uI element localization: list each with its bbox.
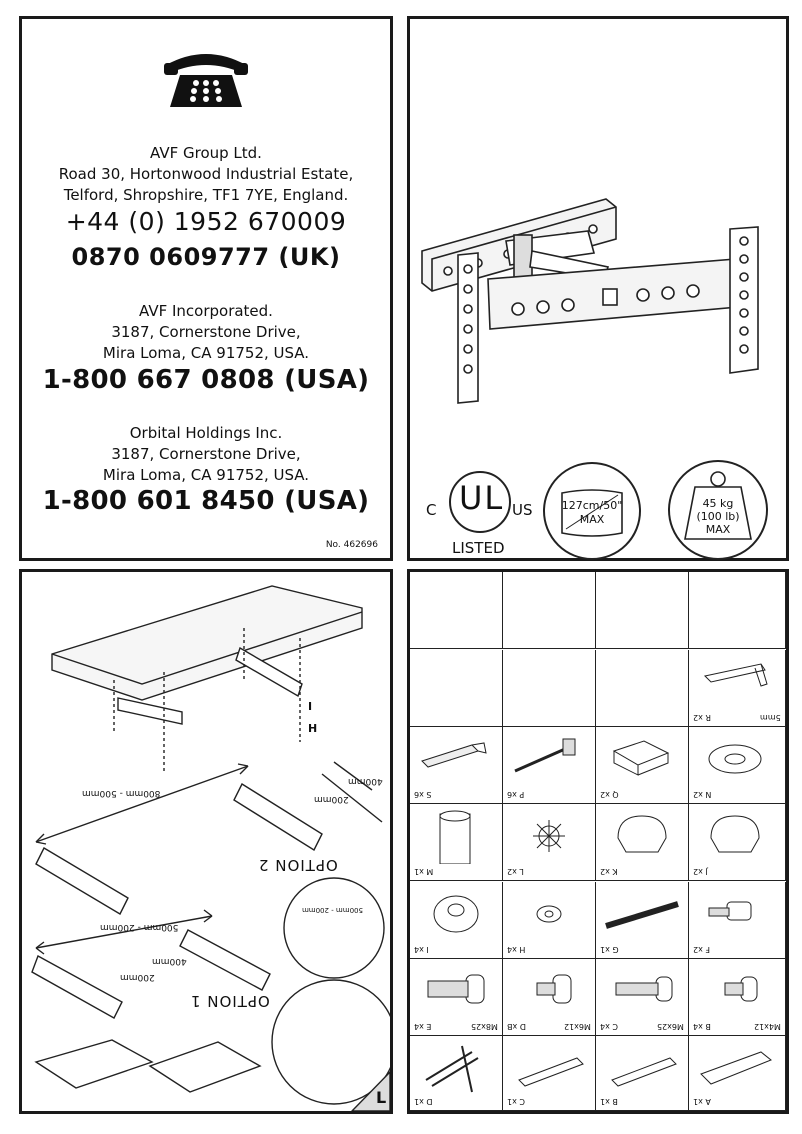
part-label: B x4 [693,1022,711,1031]
product-panel [407,16,789,561]
part-label: P x6 [507,790,525,799]
parts-cell [503,959,596,1036]
parts-cell [410,727,503,804]
wall-mount-illustration [418,179,778,419]
parts-cell [596,572,689,649]
uk-phone-1: +44 (0) 1952 670009 [65,207,347,236]
hex-key-r-icon [691,654,779,710]
ul-listed-badge [420,459,540,559]
part-label: M x1 [414,867,434,876]
parts-cell [503,804,596,881]
part-size-note: 5mm [760,713,781,722]
spacer-block-q-icon [598,731,686,787]
bolt-b-icon [691,963,779,1019]
us1-company: AVF Incorporated. [139,302,273,320]
option-1-label: OPTION 1 [190,992,270,1010]
parts-cell [410,804,503,881]
option-2-label: OPTION 2 [258,856,338,874]
parts-cell [410,650,503,727]
opt2-height-1: 200mm [314,794,349,804]
ul-us-label: US [512,501,533,519]
opt2-width: 800mm - 500mm [82,788,161,798]
parts-cell [689,572,786,649]
opt1-height-2: 400mm [152,956,187,966]
part-label: R x2 [693,713,711,722]
part-label: E x4 [414,1022,432,1031]
parts-cell [596,1036,689,1111]
part-label: D x1 [414,1097,433,1106]
parts-cell [503,572,596,649]
fixing-h-label: H [308,722,318,735]
parts-cell [689,804,786,881]
part-label: F x2 [693,945,710,954]
parts-cell [689,1036,786,1111]
parts-cell [689,650,786,727]
ul-c-label: C [426,501,437,519]
detail-width: 500mm - 200mm [302,906,363,914]
ul-listed-label: LISTED [452,539,505,557]
opt1-height-1: 200mm [120,972,155,982]
screen-size-value: 127cm/50" [561,499,623,512]
installation-panel [19,569,393,1114]
parts-cell [689,727,786,804]
part-label: N x2 [693,790,712,799]
cover-cap-j-icon [691,808,779,864]
contact-panel [19,16,393,561]
weight-badge [665,457,771,563]
arm-assembly-icon [412,1040,500,1096]
part-label: G x1 [600,945,619,954]
parts-cell [410,882,503,959]
bolt-f-icon [691,886,779,942]
parts-cell [503,650,596,727]
us1-phone: 1-800 667 0808 (USA) [42,365,370,395]
parts-cell [410,959,503,1036]
part-label: H x4 [507,945,526,954]
uk-company: AVF Group Ltd. [150,144,262,162]
parts-cell [596,727,689,804]
part-size-note: M6x12 [564,1022,591,1031]
part-label: D xB [507,1022,526,1031]
washer-h-icon [505,886,593,942]
part-size-note: M6x25 [657,1022,684,1031]
parts-panel [407,569,789,1114]
weight-kg: 45 kg [702,497,734,510]
part-label: A x1 [693,1097,711,1106]
weight-max: MAX [705,523,731,536]
us2-phone: 1-800 601 8450 (USA) [42,486,370,516]
part-label: J x2 [693,867,708,876]
parts-cell [503,1036,596,1111]
part-label: I x4 [414,945,429,954]
us2-address-2: Mira Loma, CA 91752, USA. [102,466,310,484]
bolt-c-icon [598,963,686,1019]
uk-phone-2: 0870 0609777 (UK) [71,243,341,271]
parts-cell [596,959,689,1036]
bolt-e-icon [412,963,500,1019]
cover-cap-k-icon [598,808,686,864]
us2-address-1: 3187, Cornerstone Drive, [111,445,301,463]
opt2-height-2: 400mm [348,776,383,786]
uk-address-1: Road 30, Hortonwood Industrial Estate, [58,165,354,183]
part-label: L x2 [507,867,524,876]
fixing-i-label: I [308,700,313,713]
us1-address-2: Mira Loma, CA 91752, USA. [102,344,310,362]
part-size-note: M4x12 [754,1022,781,1031]
star-nut-l-icon [505,808,593,864]
document-number: No. 462696 [325,540,378,550]
parts-grid [410,572,786,1111]
part-label: C x4 [600,1022,618,1031]
wall-plate-a-icon [691,1040,779,1096]
screen-size-max: MAX [579,513,605,526]
part-label: B x1 [600,1097,618,1106]
us1-address-1: 3187, Cornerstone Drive, [111,323,301,341]
tube-spacer-m-icon [412,808,500,864]
parts-cell [596,650,689,727]
parts-cell [689,959,786,1036]
parts-cell [503,882,596,959]
bracket-c-icon [505,1040,593,1096]
rod-g-icon [598,886,686,942]
parts-cell [503,727,596,804]
washer-disc-n-icon [691,731,779,787]
step-label: L [376,1088,387,1107]
part-label: C x1 [507,1097,525,1106]
bracket-b-icon [598,1040,686,1096]
part-label: K x2 [600,867,618,876]
spacer-i-icon [412,886,500,942]
opt1-width: 500mm - 200mm [100,922,179,932]
weight-lb: (100 lb) [696,510,740,523]
parts-cell [410,572,503,649]
lag-bolt-p-icon [505,731,593,787]
uk-address-2: Telford, Shropshire, TF1 7YE, England. [63,186,349,204]
part-size-note: M8x25 [471,1022,498,1031]
part-label: Q x2 [600,790,619,799]
bolt-d-icon [505,963,593,1019]
screen-size-badge [540,459,644,563]
us2-company: Orbital Holdings Inc. [129,424,283,442]
telephone-icon [160,47,252,109]
part-label: S x6 [414,790,432,799]
parts-cell [410,1036,503,1111]
parts-cell [596,804,689,881]
parts-cell [596,882,689,959]
installation-diagram [22,572,390,1111]
wall-plug-s-icon [412,731,500,787]
parts-cell [689,882,786,959]
ul-mark: UL [459,479,505,517]
